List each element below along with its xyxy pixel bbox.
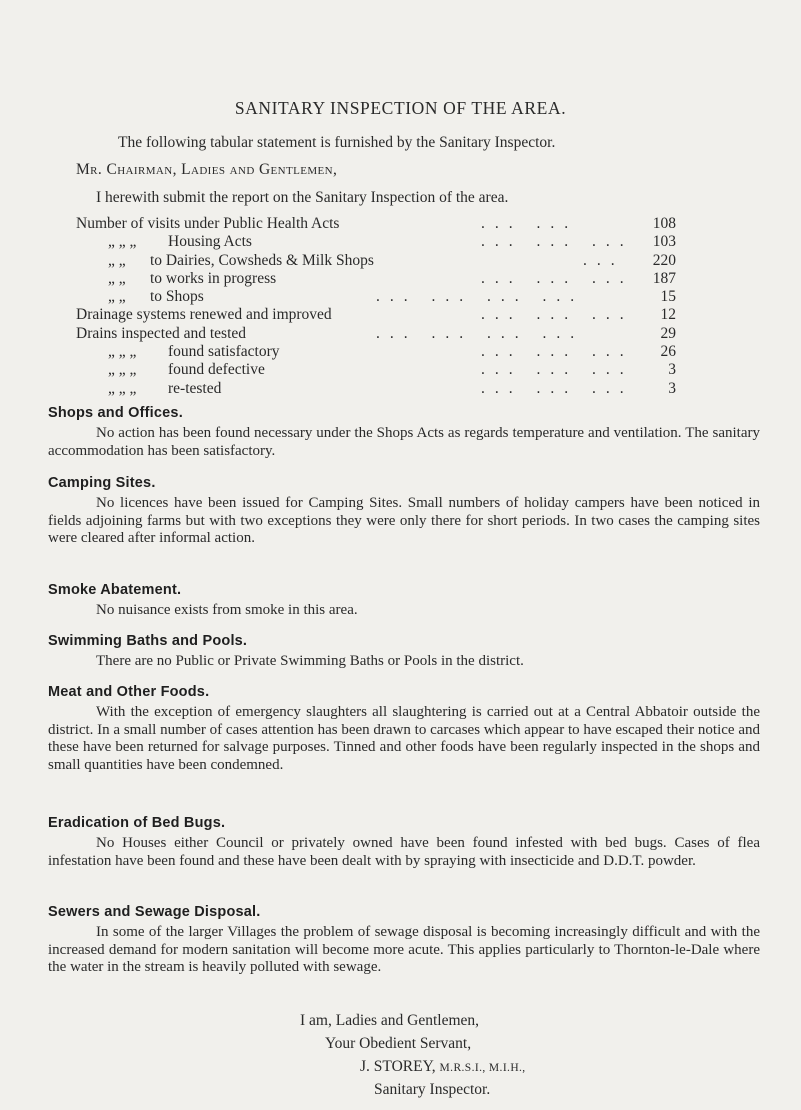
- section-heading: Meat and Other Foods.: [48, 684, 210, 700]
- opening-line: I herewith submit the report on the Sanitary Inspection of the area.: [96, 189, 509, 206]
- stat-label: Number of visits under Public Health Acts: [76, 215, 340, 232]
- closing-line: Your Obedient Servant,: [325, 1035, 472, 1052]
- ditto-marks: „ „ „: [108, 361, 137, 379]
- stat-label: Housing Acts: [168, 233, 252, 251]
- signatory-title: Sanitary Inspector.: [374, 1081, 491, 1098]
- stat-label: re-tested: [168, 379, 222, 397]
- stat-value: 187: [652, 269, 676, 287]
- leader-dots: ... ... ...: [481, 361, 634, 379]
- leader-dots: ... ... ...: [481, 343, 634, 361]
- section-shops-offices: [48, 405, 760, 460]
- section-camping-sites: [48, 475, 760, 548]
- statistics-table: [76, 215, 676, 398]
- stat-row: [76, 306, 676, 324]
- section-body: In some of the larger Villages the problem of sewage disposal is becoming increasingly difficult and with the increased demand for modern sanitation will become more acute. This applies particularly to Thornton-le-Dale where the water in the stream is heavily polluted with sewage.: [48, 924, 760, 976]
- ditto-marks: „ „: [108, 288, 126, 306]
- section-body: No action has been found necessary under the Shops Acts as regards temperature and ventilation. The sanitary accommodation has been satisfactory.: [48, 425, 760, 459]
- section-bed-bugs: [48, 815, 760, 870]
- section-body: No nuisance exists from smoke in this area.: [96, 602, 358, 618]
- stat-row: [76, 343, 676, 361]
- ditto-marks: „ „: [108, 269, 126, 287]
- salutation: Mr. Chairman, Ladies and Gentlemen,: [76, 161, 338, 178]
- signatory-name: J. STOREY,: [360, 1058, 436, 1075]
- leader-dots: ...: [583, 251, 625, 269]
- stat-value: 26: [660, 343, 676, 361]
- ditto-marks: „ „ „: [108, 379, 137, 397]
- section-swimming-baths: [48, 633, 760, 671]
- section-body: No licences have been issued for Camping Sites. Small numbers of holiday campers have been noticed in fields adjoining farms but with two exceptions they were only there for short periods. In two cases the camping sites were cleared after informal action.: [48, 495, 760, 547]
- stat-value: 12: [660, 306, 676, 324]
- section-sewage-disposal: [48, 904, 760, 977]
- ditto-marks: „ „: [108, 251, 126, 269]
- ditto-marks: „ „ „: [108, 343, 137, 361]
- signature-line: [360, 1058, 526, 1076]
- section-heading: Sewers and Sewage Disposal.: [48, 904, 261, 920]
- stat-value: 220: [652, 251, 676, 269]
- section-body: No Houses either Council or privately owned have been found infested with bed bugs. Cases of flea infestation have been found and these have been dealt with by spraying with insecticide and D.D.T. powder.: [48, 835, 760, 869]
- section-heading: Eradication of Bed Bugs.: [48, 815, 226, 831]
- leader-dots: ... ... ...: [481, 233, 634, 251]
- section-body: There are no Public or Private Swimming Baths or Pools in the district.: [96, 653, 524, 669]
- leader-dots: ... ... ... ...: [376, 288, 585, 306]
- signatory-qualifications: M.R.S.I., M.I.H.,: [439, 1062, 526, 1074]
- leader-dots: ... ... ... ...: [376, 324, 585, 342]
- stat-label: Drainage systems renewed and improved: [76, 306, 332, 324]
- stat-row: [76, 361, 676, 379]
- stat-label: found satisfactory: [168, 343, 280, 361]
- stat-row: [76, 325, 676, 343]
- section-smoke-abatement: [48, 582, 760, 620]
- stat-row: [76, 380, 676, 398]
- stat-value: 3: [668, 379, 676, 397]
- leader-dots: ... ...: [481, 215, 579, 232]
- page-title: SANITARY INSPECTION OF THE AREA.: [234, 98, 567, 118]
- ditto-marks: „ „ „: [108, 233, 137, 251]
- stat-row: [76, 215, 676, 233]
- stat-label: to Shops: [150, 288, 204, 306]
- section-body: With the exception of emergency slaughters all slaughtering is carried out at a Central Abbatoir outside the district. In a small number of cases attention has been drawn to carcases which appear to have escaped their notice and these have been returned for salvage purposes. Tinned and other foods have been regularly inspected in the shops and small quantities have been condemned.: [48, 704, 760, 773]
- stat-value: 103: [652, 233, 676, 251]
- leader-dots: ... ... ...: [481, 306, 634, 324]
- stat-label: Drains inspected and tested: [76, 324, 247, 342]
- leader-dots: ... ... ...: [481, 379, 634, 397]
- stat-row: [76, 233, 676, 251]
- stat-label: to Dairies, Cowsheds & Milk Shops: [150, 251, 374, 269]
- stat-row: [76, 270, 676, 288]
- closing-line: I am, Ladies and Gentlemen,: [300, 1012, 480, 1029]
- section-meat-foods: [48, 684, 760, 774]
- stat-value: 29: [660, 324, 676, 342]
- intro-line: The following tabular statement is furnished by the Sanitary Inspector.: [118, 134, 556, 151]
- stat-label: found defective: [168, 361, 265, 379]
- stat-value: 3: [668, 361, 676, 379]
- stat-value: 15: [660, 288, 676, 306]
- stat-row: [76, 252, 676, 270]
- stat-value: 108: [652, 215, 676, 232]
- stat-row: [76, 288, 676, 306]
- stat-label: to works in progress: [150, 269, 277, 287]
- section-heading: Camping Sites.: [48, 475, 156, 491]
- section-heading: Swimming Baths and Pools.: [48, 633, 248, 649]
- leader-dots: ... ... ...: [481, 269, 634, 287]
- section-heading: Smoke Abatement.: [48, 582, 182, 598]
- section-heading: Shops and Offices.: [48, 405, 183, 421]
